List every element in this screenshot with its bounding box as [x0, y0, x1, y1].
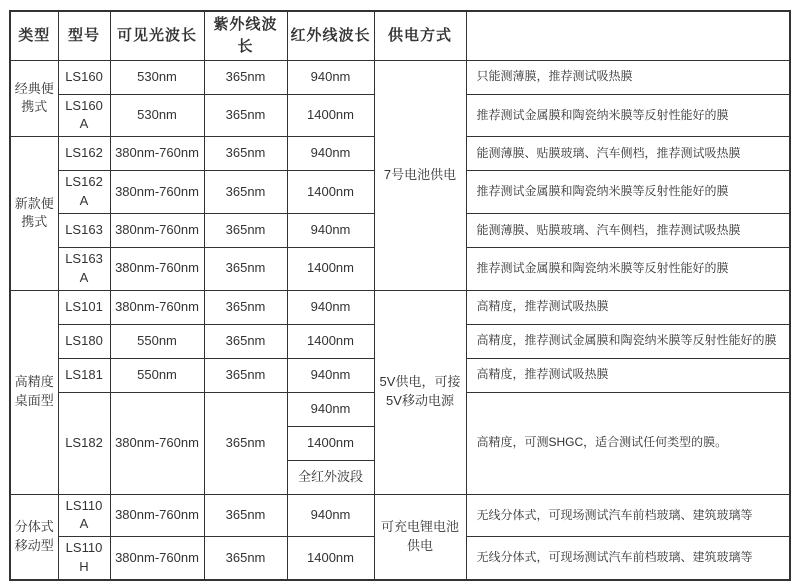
col-header-description-empty [466, 11, 790, 60]
power-group-lithium-battery: 可充电锂电池供电 [374, 494, 466, 580]
col-header-uv-wavelength: 紫外线波长 [204, 11, 287, 60]
table-row [10, 60, 790, 94]
cell-ir: 940nm [287, 358, 374, 392]
cell-uv: 365nm [204, 137, 287, 171]
cell-ir: 1400nm [287, 426, 374, 460]
table-row [10, 290, 790, 324]
cell-visible: 380nm-760nm [110, 137, 204, 171]
cell-ir: 1400nm [287, 537, 374, 580]
cell-model: LS160A [58, 94, 110, 137]
cell-description: 推荐测试金属膜和陶瓷纳米膜等反射性能好的膜 [466, 247, 790, 290]
cell-model: LS110H [58, 537, 110, 580]
cell-description: 推荐测试金属膜和陶瓷纳米膜等反射性能好的膜 [466, 171, 790, 214]
cell-description: 无线分体式，可现场测试汽车前档玻璃、建筑玻璃等 [466, 537, 790, 580]
cell-ir: 1400nm [287, 94, 374, 137]
cell-ir: 940nm [287, 392, 374, 426]
col-header-ir-wavelength: 红外线波长 [287, 11, 374, 60]
col-header-visible-wavelength: 可见光波长 [110, 11, 204, 60]
cell-ir: 940nm [287, 60, 374, 94]
cell-visible: 550nm [110, 358, 204, 392]
cell-description: 高精度，可测SHGC，适合测试任何类型的膜。 [466, 392, 790, 494]
col-header-power-supply: 供电方式 [374, 11, 466, 60]
product-spec-table [9, 10, 791, 581]
power-group-5v-supply: 5V供电，可接5V移动电源 [374, 290, 466, 494]
cell-uv: 365nm [204, 537, 287, 580]
cell-description: 高精度，推荐测试吸热膜 [466, 358, 790, 392]
cell-visible: 380nm-760nm [110, 494, 204, 537]
table-row [10, 494, 790, 537]
cell-visible: 530nm [110, 60, 204, 94]
cell-visible: 380nm-760nm [110, 392, 204, 494]
cell-model: LS163A [58, 247, 110, 290]
cell-model: LS162A [58, 171, 110, 214]
cell-description: 能测薄膜、贴膜玻璃、汽车侧档，推荐测试吸热膜 [466, 213, 790, 247]
cell-uv: 365nm [204, 290, 287, 324]
cell-visible: 380nm-760nm [110, 247, 204, 290]
cell-model: LS180 [58, 324, 110, 358]
cell-visible: 380nm-760nm [110, 537, 204, 580]
type-group-high-precision-desktop: 高精度桌面型 [10, 290, 58, 494]
cell-uv: 365nm [204, 247, 287, 290]
cell-uv: 365nm [204, 171, 287, 214]
cell-uv: 365nm [204, 392, 287, 494]
power-group-aaa-battery: 7号电池供电 [374, 60, 466, 290]
type-group-classic-portable: 经典便携式 [10, 60, 58, 137]
header-row [10, 11, 790, 60]
cell-ir: 940nm [287, 213, 374, 247]
cell-description: 推荐测试金属膜和陶瓷纳米膜等反射性能好的膜 [466, 94, 790, 137]
cell-model: LS162 [58, 137, 110, 171]
cell-ir: 1400nm [287, 247, 374, 290]
cell-model: LS110A [58, 494, 110, 537]
cell-uv: 365nm [204, 358, 287, 392]
cell-ir: 940nm [287, 137, 374, 171]
cell-description: 能测薄膜、贴膜玻璃、汽车侧档，推荐测试吸热膜 [466, 137, 790, 171]
cell-ir: 全红外波段 [287, 460, 374, 494]
cell-ir: 940nm [287, 494, 374, 537]
cell-model: LS163 [58, 213, 110, 247]
cell-model: LS101 [58, 290, 110, 324]
cell-uv: 365nm [204, 494, 287, 537]
cell-visible: 530nm [110, 94, 204, 137]
cell-ir: 1400nm [287, 324, 374, 358]
cell-uv: 365nm [204, 213, 287, 247]
cell-uv: 365nm [204, 60, 287, 94]
cell-visible: 380nm-760nm [110, 290, 204, 324]
col-header-model: 型号 [58, 11, 110, 60]
type-group-split-mobile: 分体式移动型 [10, 494, 58, 580]
cell-description: 高精度，推荐测试金属膜和陶瓷纳米膜等反射性能好的膜 [466, 324, 790, 358]
cell-uv: 365nm [204, 94, 287, 137]
cell-ir: 940nm [287, 290, 374, 324]
cell-visible: 380nm-760nm [110, 171, 204, 214]
col-header-type: 类型 [10, 11, 58, 60]
cell-visible: 550nm [110, 324, 204, 358]
type-group-new-portable: 新款便携式 [10, 137, 58, 290]
cell-uv: 365nm [204, 324, 287, 358]
cell-description: 无线分体式，可现场测试汽车前档玻璃、建筑玻璃等 [466, 494, 790, 537]
cell-visible: 380nm-760nm [110, 213, 204, 247]
cell-model: LS160 [58, 60, 110, 94]
cell-model: LS181 [58, 358, 110, 392]
cell-description: 高精度，推荐测试吸热膜 [466, 290, 790, 324]
cell-description: 只能测薄膜，推荐测试吸热膜 [466, 60, 790, 94]
cell-ir: 1400nm [287, 171, 374, 214]
cell-model: LS182 [58, 392, 110, 494]
